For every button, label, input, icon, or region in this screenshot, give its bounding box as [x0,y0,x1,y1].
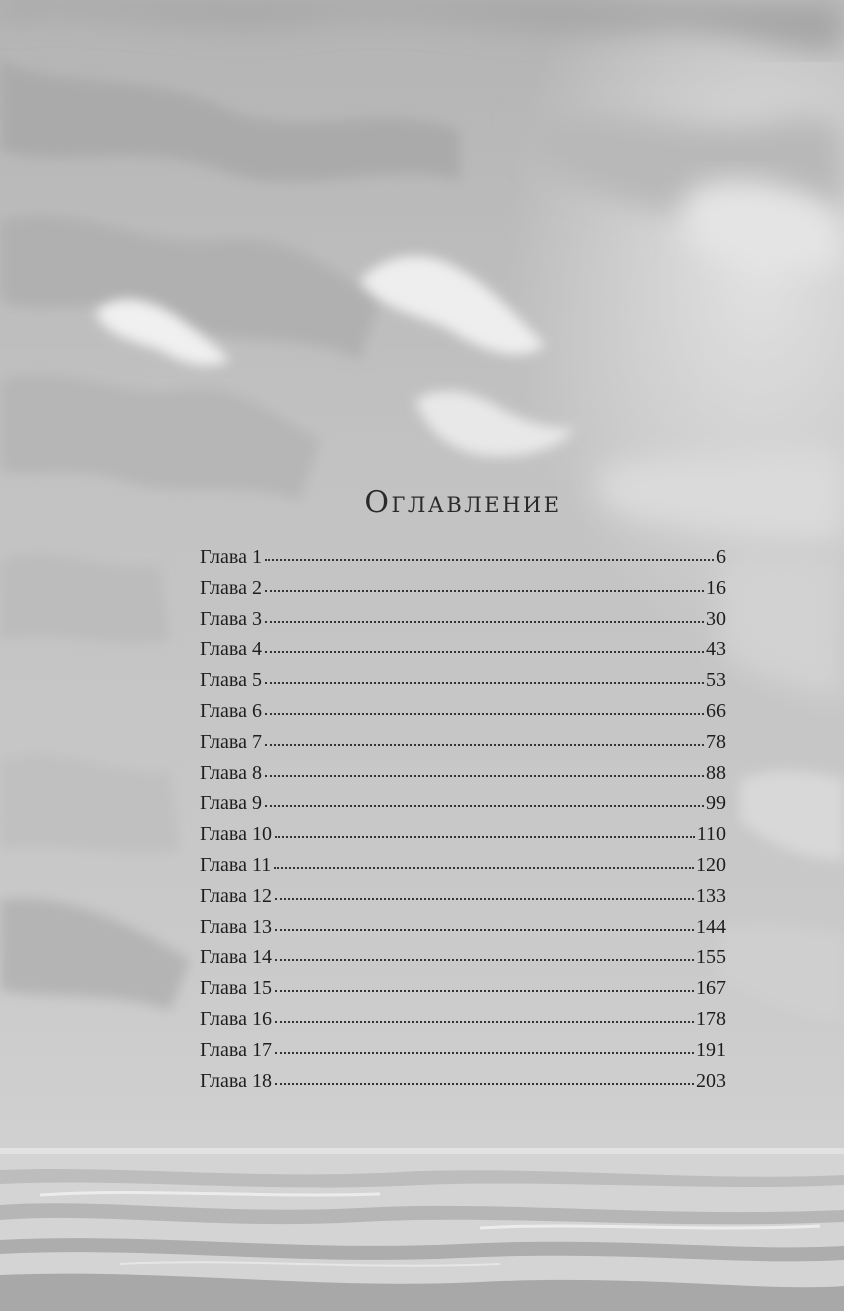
dot-leader [265,682,704,684]
toc-entry[interactable] [200,608,726,639]
dot-leader [275,1083,694,1085]
chapter-label: Глава 17 [200,1038,272,1061]
chapter-label: Глава 11 [200,853,272,876]
chapter-label: Глава 5 [200,669,262,692]
dot-leader [265,590,704,592]
dot-leader [265,651,704,653]
toc-entry[interactable] [200,700,726,731]
page-number: 99 [706,792,726,815]
toc-entry[interactable] [200,916,726,947]
page-number: 133 [696,884,726,907]
chapter-label: Глава 9 [200,792,262,815]
dot-leader [275,959,694,961]
toc-entry[interactable] [200,792,726,823]
chapter-label: Глава 10 [200,823,272,846]
page-number: 191 [696,1038,726,1061]
page-title: Оглавление [364,485,562,520]
page-number: 66 [706,699,726,722]
dot-leader [275,1021,694,1023]
dot-leader [265,744,704,746]
chapter-label: Глава 2 [200,576,262,599]
chapter-label: Глава 4 [200,638,262,661]
toc-entry[interactable] [200,977,726,1008]
toc-entry[interactable] [200,1039,726,1070]
page-number: 178 [696,1007,726,1030]
dot-leader [274,867,694,869]
toc-entry[interactable] [200,638,726,669]
dot-leader [275,836,695,838]
chapter-label: Глава 7 [200,730,262,753]
page-number: 144 [696,915,726,938]
chapter-label: Глава 6 [200,699,262,722]
page-number: 16 [706,576,726,599]
toc-entry[interactable] [200,823,726,854]
toc-entry[interactable] [200,946,726,977]
chapter-label: Глава 14 [200,946,272,969]
page-number: 120 [696,853,726,876]
page-number: 43 [706,638,726,661]
chapter-label: Глава 8 [200,761,262,784]
toc-entry[interactable] [200,854,726,885]
dot-leader [275,929,694,931]
chapter-label: Глава 15 [200,977,272,1000]
toc-entry[interactable] [200,1008,726,1039]
dot-leader [265,805,704,807]
chapter-label: Глава 12 [200,884,272,907]
page-number: 203 [696,1069,726,1092]
toc-entry[interactable] [200,669,726,700]
table-of-contents [200,485,726,1100]
dot-leader [265,713,704,715]
dot-leader [275,990,694,992]
page-number: 30 [706,607,726,630]
dot-leader [265,559,714,561]
page-number: 6 [716,546,726,568]
dot-leader [275,898,694,900]
chapter-label: Глава 16 [200,1007,272,1030]
chapter-label: Глава 3 [200,607,262,630]
chapter-label: Глава 18 [200,1069,272,1092]
dot-leader [275,1052,694,1054]
page-number: 88 [706,761,726,784]
page-number: 78 [706,730,726,753]
chapter-label: Глава 1 [200,546,262,568]
toc-entry[interactable] [200,731,726,762]
page-number: 155 [696,946,726,969]
page-number: 110 [696,823,726,846]
dot-leader [265,621,704,623]
page-number: 167 [696,977,726,1000]
toc-entry[interactable] [200,546,726,577]
toc-entry[interactable] [200,1070,726,1101]
toc-entry[interactable] [200,762,726,793]
toc-entry[interactable] [200,577,726,608]
page-number: 53 [706,669,726,692]
dot-leader [265,775,704,777]
toc-entry[interactable] [200,885,726,916]
chapter-label: Глава 13 [200,915,272,938]
toc-list [200,546,726,1100]
